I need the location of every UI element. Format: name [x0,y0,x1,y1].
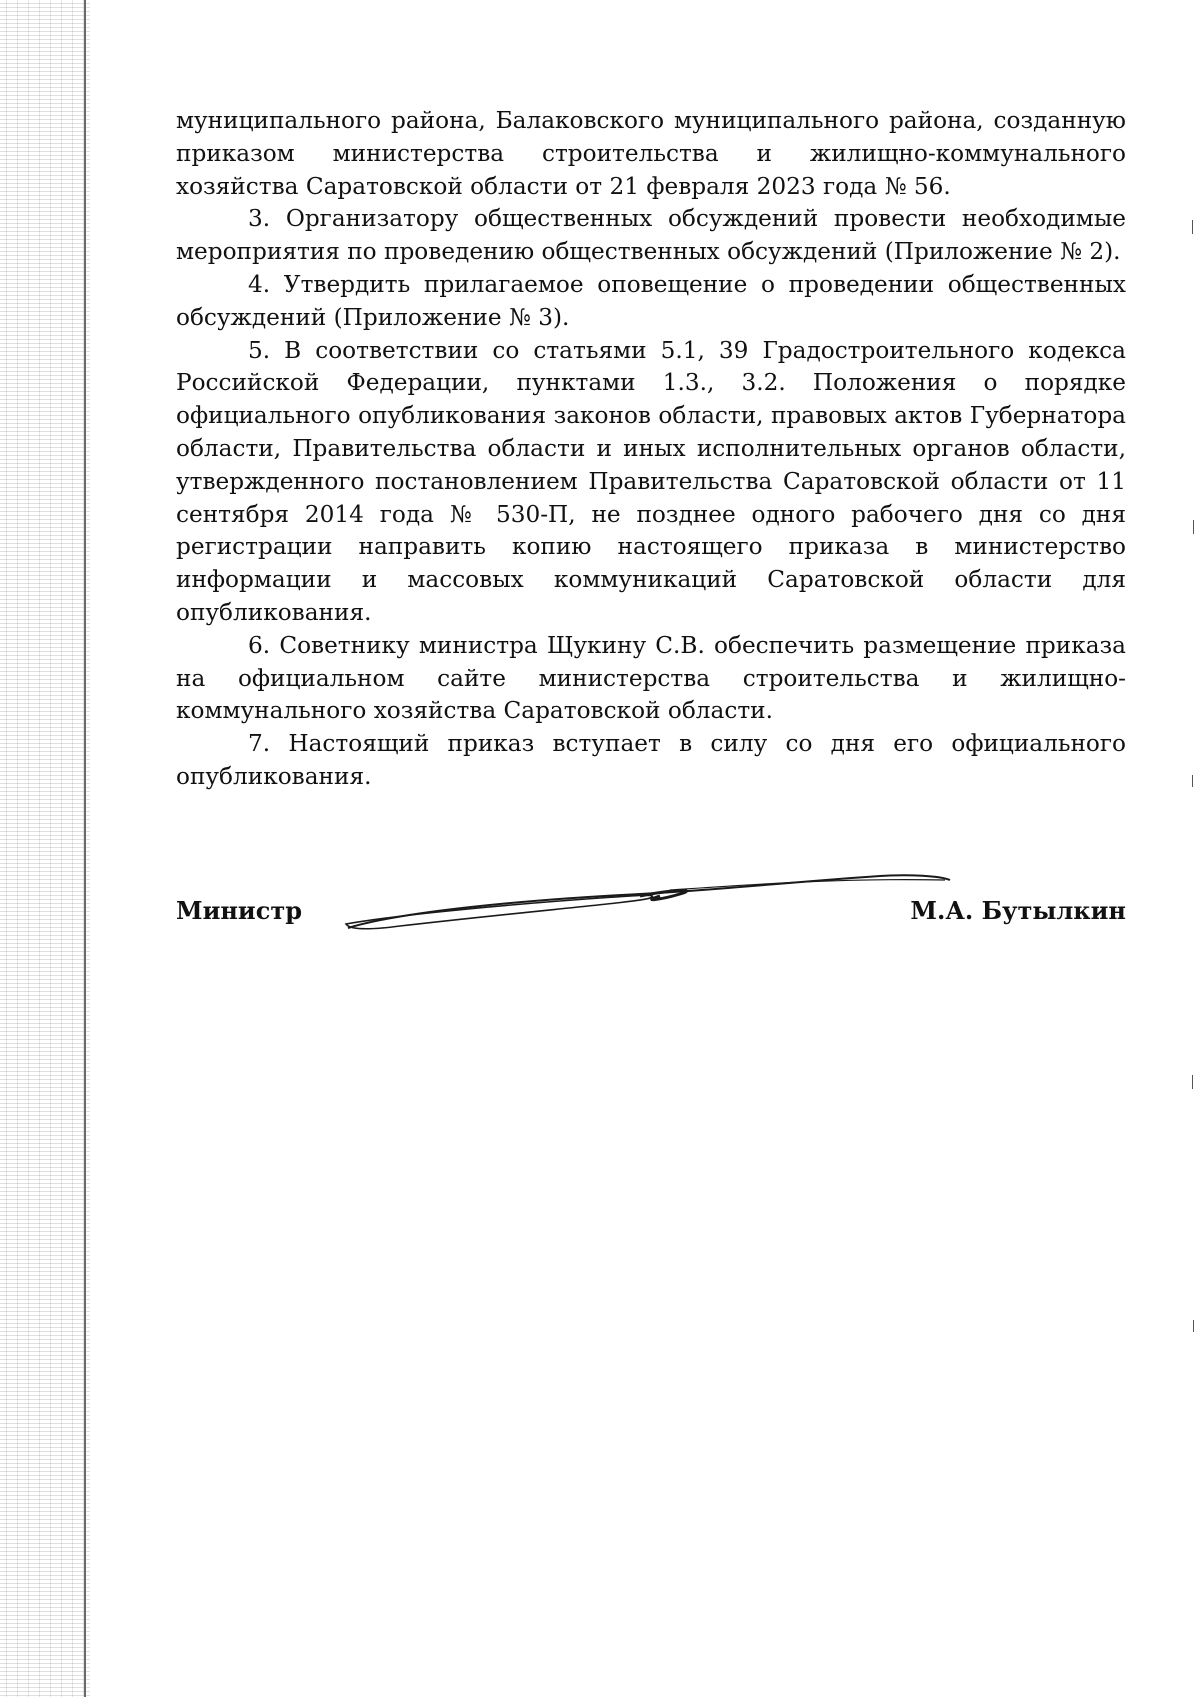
paragraph: 3. Организатору общественных обсуждений провести необходимые мероприятия по проведению общественных обсуждений (Приложение № 2). [176,205,1126,266]
paragraph: муниципального района, Балаковского муниципального района, созданную приказом министерства строительства и жилищно-коммунального хозяйства Саратовской области от 21 февраля 2023 года № 56. [176,107,1126,200]
scan-speck [1192,1075,1193,1089]
paragraph: 4. Утвердить прилагаемое оповещение о проведении общественных обсуждений (Приложение № 3). [176,270,1126,331]
paragraph: 5. В соответствии со статьями 5.1, 39 Градостроительного кодекса Российской Федерации, пунктами 1.3., 3.2. Положения о порядке официального опубликования законов области, правовых актов Губернатора области, Правительства области и иных исполнительных органов области, утвержденного постановлением Правительства Саратовской области от 11 сентября 2014 года № 530-П, не позднее одного рабочего дня со дня регистрации направить копию настоящего приказа в министерство информации и массовых коммуникаций Саратовской области для опубликования. [176,336,1126,626]
scan-speck [1193,1320,1194,1332]
paragraph: 7. Настоящий приказ вступает в силу со дня его официального опубликования. [176,730,1126,790]
scan-speck [1192,775,1193,787]
scan-artifact-left-edge [0,0,90,1697]
scan-artifact-line [84,0,86,1697]
signatory-position: Министр [176,896,302,925]
signature-block [176,896,1126,936]
scan-speck [1193,520,1194,534]
scan-speck [1192,220,1193,234]
paragraph: 6. Советнику министра Щукину С.В. обеспечить размещение приказа на официальном сайте министерства строительства и жилищно-коммунального хозяйства Саратовской области. [176,631,1126,725]
document-body [176,105,1126,794]
signatory-name: М.А. Бутылкин [910,896,1126,925]
